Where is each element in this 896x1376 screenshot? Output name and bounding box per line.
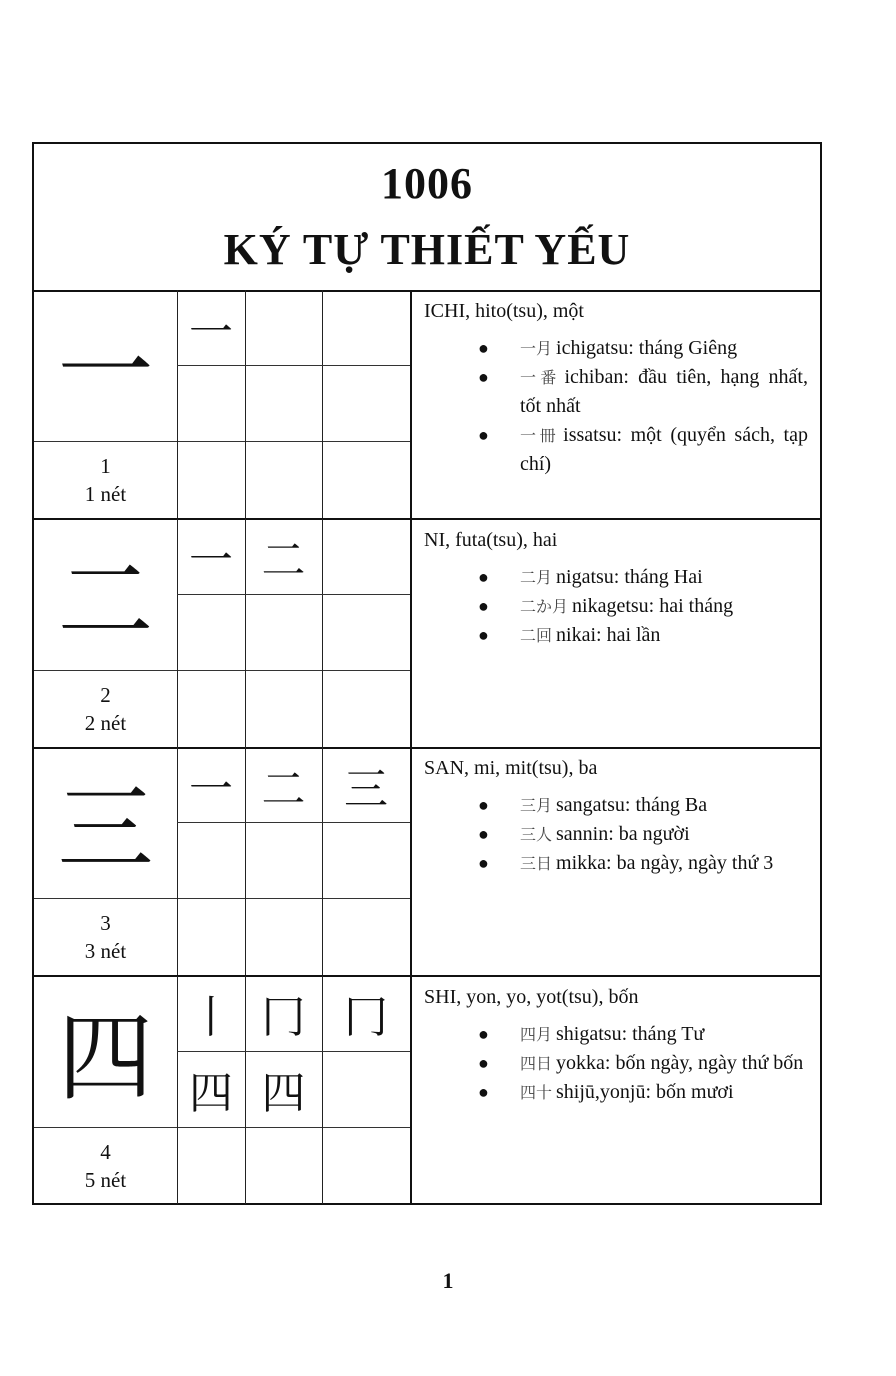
example-meaning: sangatsu: tháng Ba	[556, 794, 708, 816]
bullet-icon: ●	[478, 338, 489, 358]
stroke-step: 二	[261, 535, 306, 586]
kanji-cell	[34, 290, 177, 518]
bullet-icon: ●	[478, 1052, 489, 1073]
example-list	[424, 791, 808, 878]
kanji-character: 三	[57, 773, 154, 885]
stroke-order-grid	[177, 519, 410, 747]
example-word: 三人	[520, 825, 553, 844]
kanji-row	[34, 976, 820, 1204]
example-word: 四日	[520, 1053, 553, 1073]
example-meaning: nikagetsu: hai tháng	[572, 594, 734, 617]
page-number: 1	[442, 1268, 454, 1293]
stroke-step: 丨	[189, 992, 233, 1043]
example-meaning: mikka: ba ngày, ngày thứ 3	[556, 852, 774, 874]
kanji-info	[410, 290, 820, 518]
kanji-readings: ICHI, hito(tsu), một	[424, 300, 584, 322]
bullet-icon: ●	[478, 367, 489, 387]
kanji-meta	[34, 681, 177, 737]
stroke-step: 一	[189, 306, 233, 358]
stroke-step	[322, 594, 410, 670]
bullet-icon: ●	[478, 624, 489, 645]
kanji-info	[410, 747, 820, 975]
stroke-step	[322, 1051, 410, 1127]
kanji-cell	[34, 519, 177, 747]
bullet-icon: ●	[478, 595, 489, 616]
example-meaning: yokka: bốn ngày, ngày thứ bốn	[556, 1051, 804, 1074]
book-title: KÝ TỰ THIẾT YẾU	[223, 225, 631, 274]
example-list	[424, 563, 808, 650]
example-word: 一冊	[520, 426, 560, 445]
stroke-step	[322, 290, 410, 365]
stroke-step: 一	[189, 763, 233, 815]
example-list	[424, 334, 808, 479]
list-item	[478, 849, 808, 878]
bullet-icon: ●	[478, 1081, 489, 1102]
kanji-cell	[34, 747, 177, 975]
stroke-count: 3 nét	[84, 939, 127, 963]
bullet-icon: ●	[478, 853, 489, 873]
bullet-icon: ●	[478, 795, 489, 815]
stroke-step: 一	[189, 535, 233, 586]
example-meaning: shigatsu: tháng Tư	[556, 1022, 705, 1045]
example-word: 二回	[520, 625, 553, 645]
kanji-index: 1	[100, 454, 111, 478]
bullet-icon: ●	[478, 425, 489, 445]
list-item	[478, 1049, 808, 1078]
stroke-step: 四	[189, 1067, 233, 1119]
list-item	[478, 563, 808, 592]
example-meaning: ichiban: đầu tiên, hạng nhất, tốt nhất	[520, 366, 808, 417]
stroke-count: 2 nét	[84, 710, 127, 735]
example-meaning: nigatsu: tháng Hai	[556, 565, 703, 588]
stroke-step	[322, 822, 410, 898]
stroke-step: 四	[261, 1067, 306, 1119]
example-meaning: sannin: ba người	[556, 823, 690, 845]
stroke-step	[322, 519, 410, 594]
kanji-cell	[34, 976, 177, 1204]
stroke-step: 二	[261, 763, 306, 815]
kanji-table	[32, 142, 822, 1205]
list-item	[478, 363, 808, 421]
kanji-info	[410, 519, 820, 747]
kanji-character: 四	[57, 1001, 154, 1114]
example-word: 四十	[520, 1082, 553, 1102]
kanji-info	[410, 976, 820, 1204]
stroke-count: 1 nét	[84, 482, 127, 506]
example-word: 一番	[520, 368, 561, 387]
stroke-step	[245, 594, 322, 670]
kanji-index: 2	[100, 682, 111, 707]
example-word: 一月	[520, 339, 553, 358]
kanji-readings: SAN, mi, mit(tsu), ba	[424, 757, 598, 779]
bullet-icon: ●	[478, 1023, 489, 1044]
kanji-row	[34, 519, 820, 749]
stroke-step	[322, 365, 410, 441]
stroke-step	[245, 365, 322, 441]
kanji-readings: NI, futa(tsu), hai	[424, 528, 558, 551]
stroke-count: 5 nét	[84, 1167, 127, 1192]
list-item	[478, 1078, 808, 1107]
stroke-step	[177, 365, 245, 441]
stroke-step: 三	[344, 763, 388, 815]
kanji-character: 一	[57, 316, 154, 428]
list-item	[478, 820, 808, 849]
stroke-step	[245, 822, 322, 898]
example-word: 四月	[520, 1024, 553, 1044]
stroke-step: 冂	[261, 992, 306, 1043]
example-word: 二月	[520, 567, 553, 587]
stroke-step	[177, 822, 245, 898]
book-number: 1006	[381, 159, 473, 208]
kanji-meta	[34, 1138, 177, 1194]
example-meaning: ichigatsu: tháng Giêng	[556, 337, 738, 359]
list-item	[478, 334, 808, 363]
bullet-icon: ●	[478, 566, 489, 587]
list-item	[478, 621, 808, 650]
stroke-order-grid	[177, 747, 410, 975]
kanji-row	[34, 290, 820, 520]
example-word: 三日	[520, 854, 553, 873]
example-meaning: shijū,yonjū: bốn mươi	[556, 1080, 734, 1103]
list-item	[478, 1020, 808, 1049]
stroke-order-grid	[177, 290, 410, 518]
kanji-readings: SHI, yon, yo, yot(tsu), bốn	[424, 985, 639, 1008]
kanji-index: 4	[100, 1139, 111, 1164]
example-list	[424, 1020, 808, 1107]
kanji-character: 二	[57, 544, 154, 657]
example-meaning: issatsu: một (quyển sách, tạp chí)	[520, 424, 808, 475]
kanji-index: 3	[100, 911, 111, 935]
stroke-step	[245, 290, 322, 365]
kanji-meta	[34, 909, 177, 965]
list-item	[478, 421, 808, 479]
stroke-step: 冂	[344, 992, 388, 1043]
example-word: 二か月	[520, 596, 569, 616]
list-item	[478, 592, 808, 621]
list-item	[478, 791, 808, 820]
example-meaning: nikai: hai lần	[556, 623, 661, 646]
bullet-icon: ●	[478, 824, 489, 844]
stroke-step	[177, 594, 245, 670]
example-word: 三月	[520, 796, 553, 815]
table-header	[34, 144, 820, 292]
kanji-meta	[34, 452, 177, 508]
stroke-order-grid	[177, 976, 410, 1204]
kanji-row	[34, 747, 820, 977]
